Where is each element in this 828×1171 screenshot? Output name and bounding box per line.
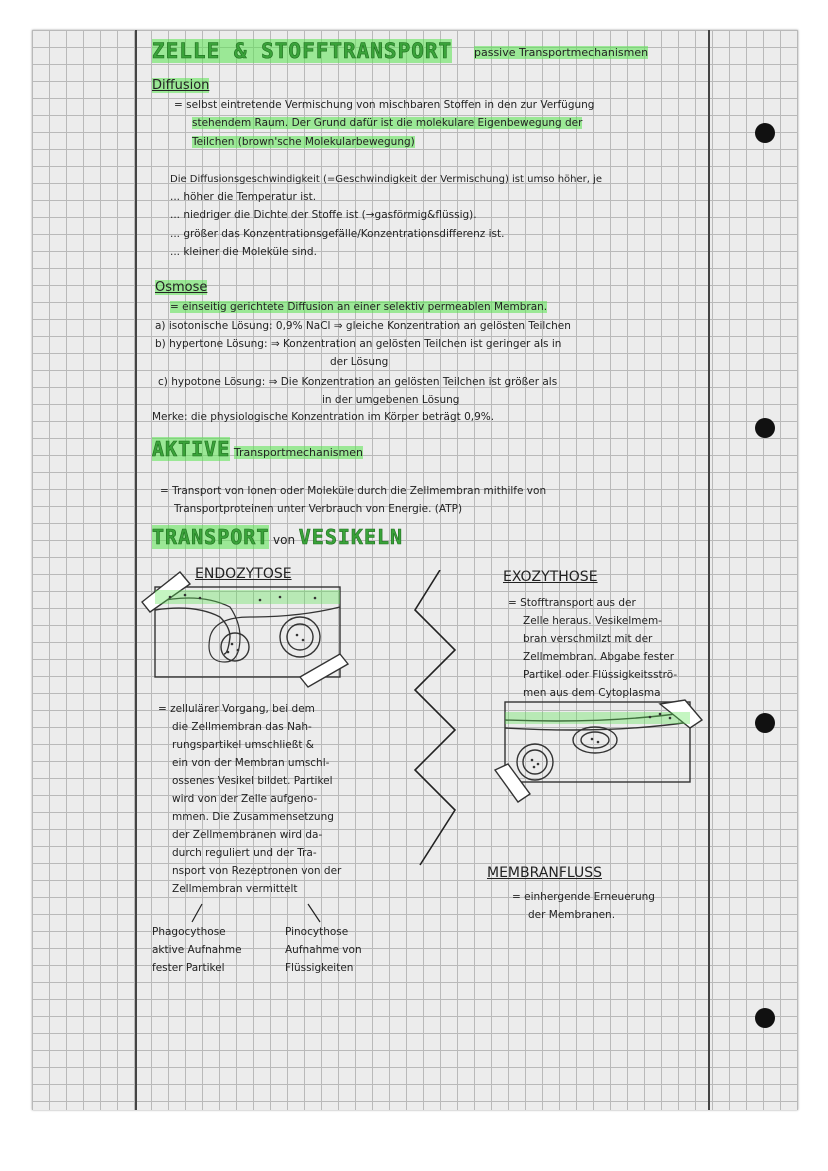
punch-hole	[755, 418, 775, 438]
osmose-merke: Merke: die physiologische Konzentration im Körper beträgt 0,9%.	[152, 411, 495, 423]
exozythose-line: = Stofftransport aus der	[508, 597, 636, 609]
left-margin-line	[135, 30, 137, 1110]
membranfluss-heading: MEMBRANFLUSS	[487, 865, 602, 881]
osmose-line: b) hypertone Lösung: ⇒ Konzentration an gelösten Teilchen ist geringer als in	[155, 338, 562, 350]
endozytose-heading: ENDOZYTOSE	[195, 566, 292, 582]
endozytose-line: rungspartikel umschließt &	[172, 739, 314, 751]
endozytose-line: wird von der Zelle aufgeno-	[172, 793, 318, 805]
osmose-line: c) hypotone Lösung: ⇒ Die Konzentration an gelösten Teilchen ist größer als	[158, 376, 558, 388]
pinocythose-line: Aufnahme von	[285, 944, 362, 956]
endozytose-line: die Zellmembran das Nah-	[172, 721, 312, 733]
diffusion-speed-item: ... niedriger die Dichte der Stoffe ist (→gasförmig&flüssig).	[170, 209, 477, 221]
diffusion-definition-3: Teilchen (brown'sche Molekularbewegung)	[192, 136, 415, 148]
endozytose-line: nsport von Rezeptronen von der	[172, 865, 342, 877]
endozytose-sketch	[140, 562, 355, 697]
exozythose-line: Zellmembran. Abgabe fester	[523, 651, 675, 663]
diffusion-speed-item: ... kleiner die Moleküle sind.	[170, 246, 317, 258]
diffusion-speed-item: ... größer das Konzentrationsgefälle/Konzentrationsdifferenz ist.	[170, 228, 505, 240]
exozythose-heading: EXOZYTHOSE	[503, 569, 598, 585]
pinocythose-title: Pinocythose	[285, 926, 349, 938]
exozythose-line: Zelle heraus. Vesikelmem-	[523, 615, 662, 627]
endozytose-line: ein von der Membran umschl-	[172, 757, 330, 769]
phagocythose-title: Phagocythose	[152, 926, 226, 938]
zigzag-divider	[410, 570, 470, 870]
endozytose-line: Zellmembran vermittelt	[172, 883, 298, 895]
membranfluss-line: = einhergende Erneuerung	[512, 891, 655, 903]
osmose-line: in der umgebenen Lösung	[322, 394, 460, 406]
endozytose-line: der Zellmembranen wird da-	[172, 829, 323, 841]
aktive-line: Transportproteinen unter Verbrauch von Energie. (ATP)	[174, 503, 463, 515]
diffusion-definition-1: = selbst eintretende Vermischung von mischbaren Stoffen in den zur Verfügung	[174, 99, 595, 111]
endozytose-line: = zellulärer Vorgang, bei dem	[158, 703, 315, 715]
diffusion-speed-intro: Die Diffusionsgeschwindigkeit (=Geschwindigkeit der Vermischung) ist umso höher, je	[170, 174, 603, 185]
punch-hole	[755, 123, 775, 143]
endozytose-line: durch reguliert und der Tra-	[172, 847, 317, 859]
exozythose-line: bran verschmilzt mit der	[523, 633, 653, 645]
right-margin-line	[708, 30, 710, 1110]
pinocythose-line: Flüssigkeiten	[285, 962, 354, 974]
page-subtitle: passive Transportmechanismen	[474, 46, 649, 59]
membranfluss-line: der Membranen.	[528, 909, 616, 921]
branch-lines	[190, 902, 330, 924]
phagocythose-line: aktive Aufnahme	[152, 944, 242, 956]
punch-hole	[755, 713, 775, 733]
page-title: ZELLE & STOFFTRANSPORT	[152, 39, 453, 63]
phagocythose-line: fester Partikel	[152, 962, 225, 974]
osmose-definition: = einseitig gerichtete Diffusion an einer selektiv permeablen Membran.	[170, 301, 548, 313]
endozytose-line: ossenes Vesikel bildet. Partikel	[172, 775, 333, 787]
vesikel-heading: TRANSPORT von VESIKELN	[152, 525, 404, 549]
exozythose-sketch	[490, 692, 705, 807]
exozythose-line: Partikel oder Flüssigkeitsströ-	[523, 669, 678, 681]
aktive-line: = Transport von Ionen oder Moleküle durch die Zellmembran mithilfe von	[160, 485, 547, 497]
diffusion-speed-item: ... höher die Temperatur ist.	[170, 191, 317, 203]
diffusion-heading: Diffusion	[152, 78, 210, 93]
diffusion-definition-2: stehendem Raum. Der Grund dafür ist die molekulare Eigenbewegung der	[192, 117, 583, 129]
osmose-line: a) isotonische Lösung: 0,9% NaCl ⇒ gleiche Konzentration an gelösten Teilchen	[155, 320, 571, 332]
punch-hole	[755, 1008, 775, 1028]
osmose-line: der Lösung	[330, 356, 389, 368]
exozythose-line: men aus dem Cytoplasma	[523, 687, 661, 699]
aktive-heading: AKTIVE Transportmechanismen	[152, 437, 363, 461]
endozytose-line: mmen. Die Zusammensetzung	[172, 811, 334, 823]
osmose-heading: Osmose	[155, 280, 208, 295]
